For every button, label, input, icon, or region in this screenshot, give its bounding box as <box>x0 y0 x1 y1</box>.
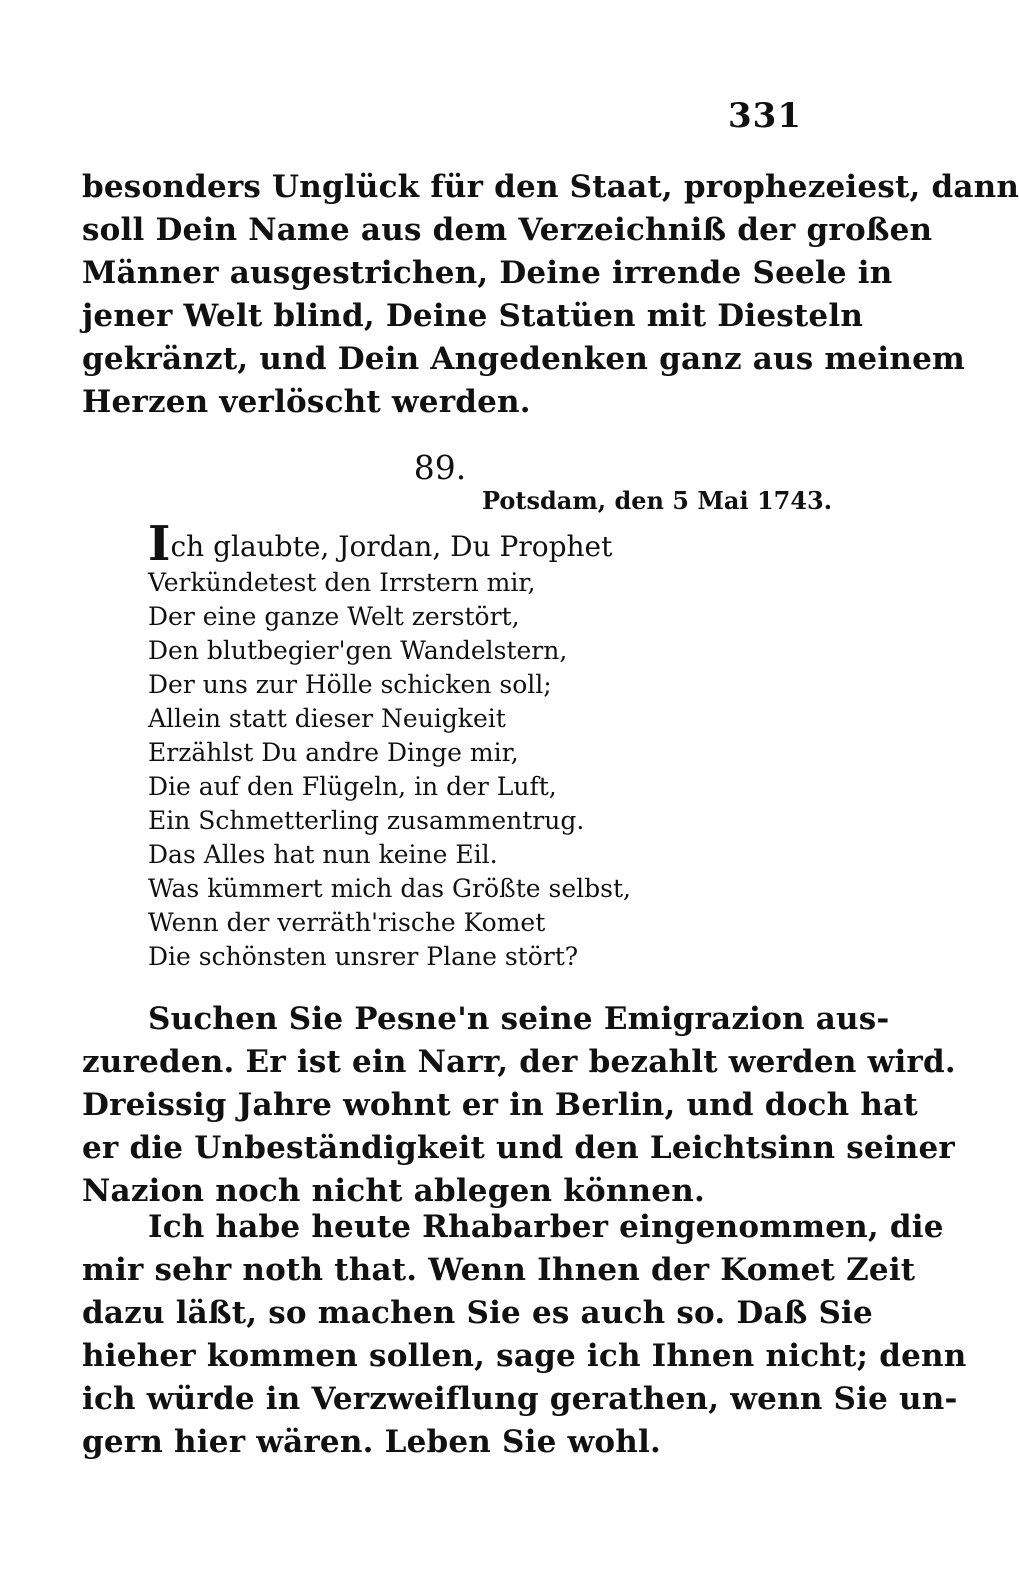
paragraph-closing <box>82 1206 967 1464</box>
text-line: gern hier wären. Leben Sie wohl. <box>82 1424 661 1460</box>
text-line: Dreissig Jahre wohnt er in Berlin, und doch hat <box>82 1087 918 1123</box>
poem-first-line <box>148 516 708 572</box>
text-line: zureden. Er ist ein Narr, der bezahlt werden wird. <box>82 1044 956 1080</box>
text-line: gekränzt, und Dein Angedenken ganz aus meinem <box>82 341 965 377</box>
text-line: Ich habe heute Rhabarber eingenommen, die <box>148 1209 944 1245</box>
text-line: jener Welt blind, Deine Statüen mit Diesteln <box>82 298 864 334</box>
text-line: er die Unbeständigkeit und den Leichtsinn seiner <box>82 1130 955 1166</box>
poem-line: Das Alles hat nun keine Eil. <box>148 840 498 869</box>
paragraph-pesne <box>82 998 956 1213</box>
text-line: dazu läßt, so machen Sie es auch so. Daß Sie <box>82 1295 873 1331</box>
text-line: Männer ausgestrichen, Deine irrende Seele in <box>82 255 893 291</box>
text-line: Nazion noch nicht ablegen können. <box>82 1173 705 1209</box>
poem-line: Ein Schmetterling zusammentrug. <box>148 806 585 835</box>
text-line: besonders Unglück für den Staat, prophezeiest, dann <box>82 169 1019 205</box>
text-line: soll Dein Name aus dem Verzeichniß der großen <box>82 212 933 248</box>
poem-line: Erzählst Du andre Dinge mir, <box>148 738 519 767</box>
poem-line: Die schönsten unsrer Plane stört? <box>148 942 579 971</box>
text-line: mir sehr noth that. Wenn Ihnen der Komet Zeit <box>82 1252 916 1288</box>
text-line: ich würde in Verzweiflung gerathen, wenn Sie un- <box>82 1381 958 1417</box>
poem-first-line-text: ch glaubte, Jordan, Du Prophet <box>170 530 613 563</box>
page-number: 331 <box>728 96 802 136</box>
poem-line: Was kümmert mich das Größte selbst, <box>148 874 631 903</box>
text-line: Herzen verlöscht werden. <box>82 384 531 420</box>
poem-line: Der uns zur Hölle schicken soll; <box>148 670 552 699</box>
poem-line: Die auf den Flügeln, in der Luft, <box>148 772 557 801</box>
poem-line: Allein statt dieser Neuigkeit <box>148 704 506 733</box>
poem-line: Der eine ganze Welt zerstört, <box>148 602 520 631</box>
text-line: Suchen Sie Pesne'n seine Emigrazion aus- <box>148 1001 890 1037</box>
letter-dateline: Potsdam, den 5 Mai 1743. <box>482 486 833 515</box>
letter-number: 89. <box>413 448 467 487</box>
poem-line: Verkündetest den Irrstern mir, <box>148 568 536 597</box>
text-line: hieher kommen sollen, sage ich Ihnen nicht; denn <box>82 1338 967 1374</box>
poem-line: Den blutbegier'gen Wandelstern, <box>148 636 568 665</box>
intro-paragraph <box>82 166 1019 424</box>
poem <box>148 516 708 974</box>
drop-initial: I <box>148 516 171 572</box>
poem-line: Wenn der verräth'rische Komet <box>148 908 546 937</box>
